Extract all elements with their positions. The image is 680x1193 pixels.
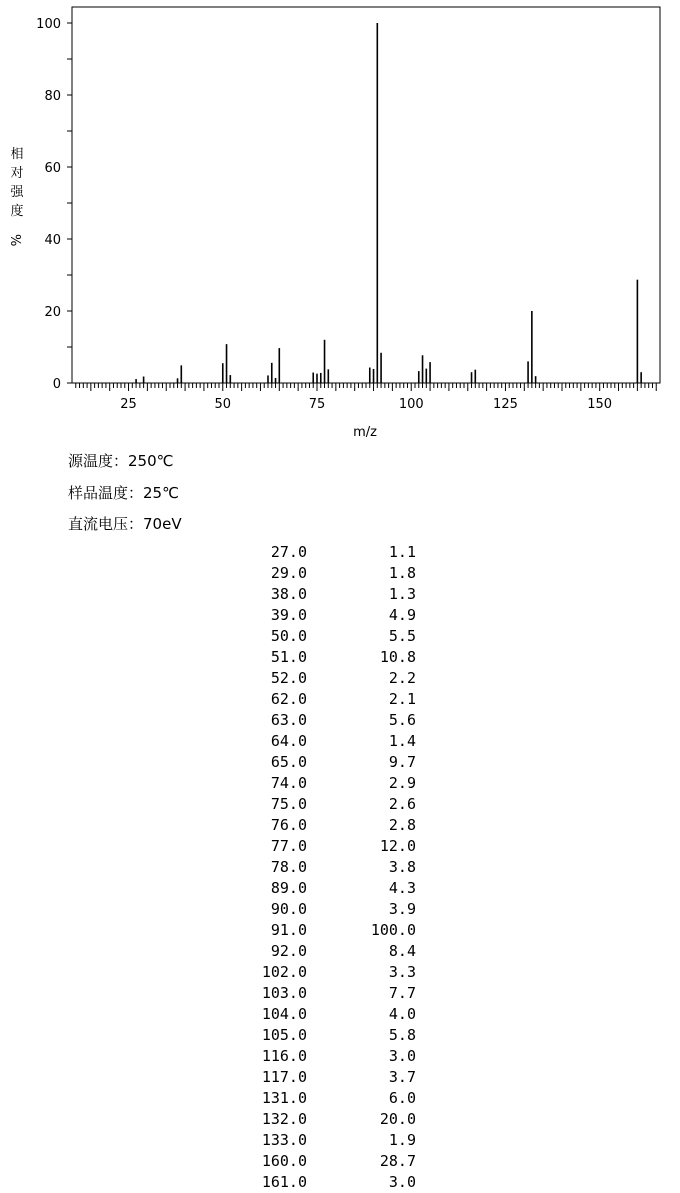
table-row [200,731,420,752]
table-row [200,941,420,962]
table-row [200,1067,420,1088]
source-temperature: 源温度：250℃ [68,452,174,470]
x-axis-label: m/z [353,425,377,440]
peak-intensity-value: 2.8 [388,816,416,834]
peak-intensity-value: 20.0 [379,1110,416,1128]
peak-mz-value: 131.0 [261,1089,307,1107]
x-tick-label: 150 [587,397,613,412]
peak-intensity-value: 3.9 [388,900,416,918]
peak-intensity-value: 100.0 [370,921,416,939]
peak-mz-value: 29.0 [270,564,307,582]
table-row [200,584,420,605]
table-row [200,1088,420,1109]
peak-mz-value: 91.0 [270,921,307,939]
peak-bars [136,23,641,383]
peak-intensity-value: 1.4 [388,732,416,750]
plot-border [72,7,660,383]
peak-intensity-value: 1.3 [388,585,416,603]
table-row [200,815,420,836]
sample-temperature: 样品温度：25℃ [68,484,179,502]
y-axis [36,17,72,392]
peak-mz-value: 63.0 [270,711,307,729]
peak-intensity-value: 4.9 [388,606,416,624]
peak-intensity-value: 3.7 [388,1068,416,1086]
peak-intensity-value: 9.7 [388,753,416,771]
table-row [200,752,420,773]
table-row [200,710,420,731]
peak-mz-value: 78.0 [270,858,307,876]
table-row [200,920,420,941]
x-tick-label: 125 [493,397,518,412]
y-tick-label: 80 [44,89,61,104]
table-row [200,542,420,563]
table-row [200,563,420,584]
y-tick-label: 60 [44,161,61,176]
peak-intensity-value: 8.4 [388,942,416,960]
peak-mz-value: 76.0 [270,816,307,834]
x-axis [76,383,656,412]
table-row [200,1109,420,1130]
x-tick-label: 25 [120,397,137,412]
peak-mz-value: 89.0 [270,879,307,897]
plot-frame [72,7,660,383]
peak-intensity-value: 7.7 [388,984,416,1002]
peak-intensity-value: 3.0 [388,1047,416,1065]
x-tick-label: 75 [308,397,326,412]
peak-intensity-value: 5.8 [388,1026,416,1044]
peak-intensity-value: 10.8 [379,648,416,666]
peak-mz-value: 133.0 [261,1131,307,1149]
y-tick-label: 0 [52,377,61,392]
peak-intensity-value: 2.6 [388,795,416,813]
peak-intensity-value: 3.8 [388,858,416,876]
peak-mz-value: 103.0 [261,984,307,1002]
peak-intensity-value: 2.9 [388,774,416,792]
peak-intensity-value: 3.0 [388,1173,416,1191]
peak-intensity-value: 5.5 [388,627,416,645]
peak-mz-value: 75.0 [270,795,307,813]
peak-mz-value: 65.0 [270,753,307,771]
table-row [200,1004,420,1025]
peak-mz-value: 132.0 [261,1110,307,1128]
peak-mz-value: 90.0 [270,900,307,918]
peak-mz-value: 64.0 [270,732,307,750]
peak-mz-value: 51.0 [270,648,307,666]
table-row [200,689,420,710]
peak-mz-value: 117.0 [261,1068,307,1086]
peak-intensity-value: 1.1 [388,543,416,561]
table-row [200,794,420,815]
peak-mz-value: 160.0 [261,1152,307,1170]
table-row [200,1151,420,1172]
peak-intensity-value: 28.7 [379,1152,416,1170]
peak-mz-value: 38.0 [270,585,307,603]
y-tick-label: 20 [44,305,61,320]
peak-mz-value: 116.0 [261,1047,307,1065]
table-row [200,878,420,899]
peak-mz-value: 74.0 [270,774,307,792]
table-row [200,1130,420,1151]
y-tick-label: 40 [44,233,61,248]
table-row [200,773,420,794]
table-row [200,647,420,668]
table-row [200,1046,420,1067]
peak-mz-value: 161.0 [261,1173,307,1191]
peak-mz-value: 102.0 [261,963,307,981]
peak-mz-value: 92.0 [270,942,307,960]
table-row [200,1172,420,1193]
peak-mz-value: 104.0 [261,1005,307,1023]
table-row [200,857,420,878]
peak-mz-value: 62.0 [270,690,307,708]
table-row [200,668,420,689]
peak-intensity-value: 3.3 [388,963,416,981]
y-tick-label: 100 [36,17,61,32]
table-row [200,626,420,647]
mass-spectrum-chart [0,0,680,440]
peak-mz-value: 105.0 [261,1026,307,1044]
peak-intensity-value: 1.8 [388,564,416,582]
peak-table [200,542,420,1193]
peak-intensity-value: 2.2 [388,669,416,687]
peak-intensity-value: 5.6 [388,711,416,729]
peak-mz-value: 77.0 [270,837,307,855]
peak-intensity-value: 4.3 [388,879,416,897]
x-tick-label: 100 [398,397,424,412]
peak-intensity-value: 6.0 [388,1089,416,1107]
peak-intensity-value: 1.9 [388,1131,416,1149]
dc-voltage: 直流电压：70eV [68,515,182,533]
table-row [200,836,420,857]
peak-intensity-value: 2.1 [388,690,416,708]
table-row [200,899,420,920]
y-axis-label: 相对强度% [6,147,24,247]
table-row [200,1025,420,1046]
table-row [200,605,420,626]
peak-mz-value: 52.0 [270,669,307,687]
peak-intensity-value: 12.0 [379,837,416,855]
peak-mz-value: 50.0 [270,627,307,645]
peak-mz-value: 27.0 [270,543,307,561]
peak-mz-value: 39.0 [270,606,307,624]
table-row [200,983,420,1004]
x-tick-label: 50 [214,397,232,412]
table-row [200,962,420,983]
peak-intensity-value: 4.0 [388,1005,416,1023]
